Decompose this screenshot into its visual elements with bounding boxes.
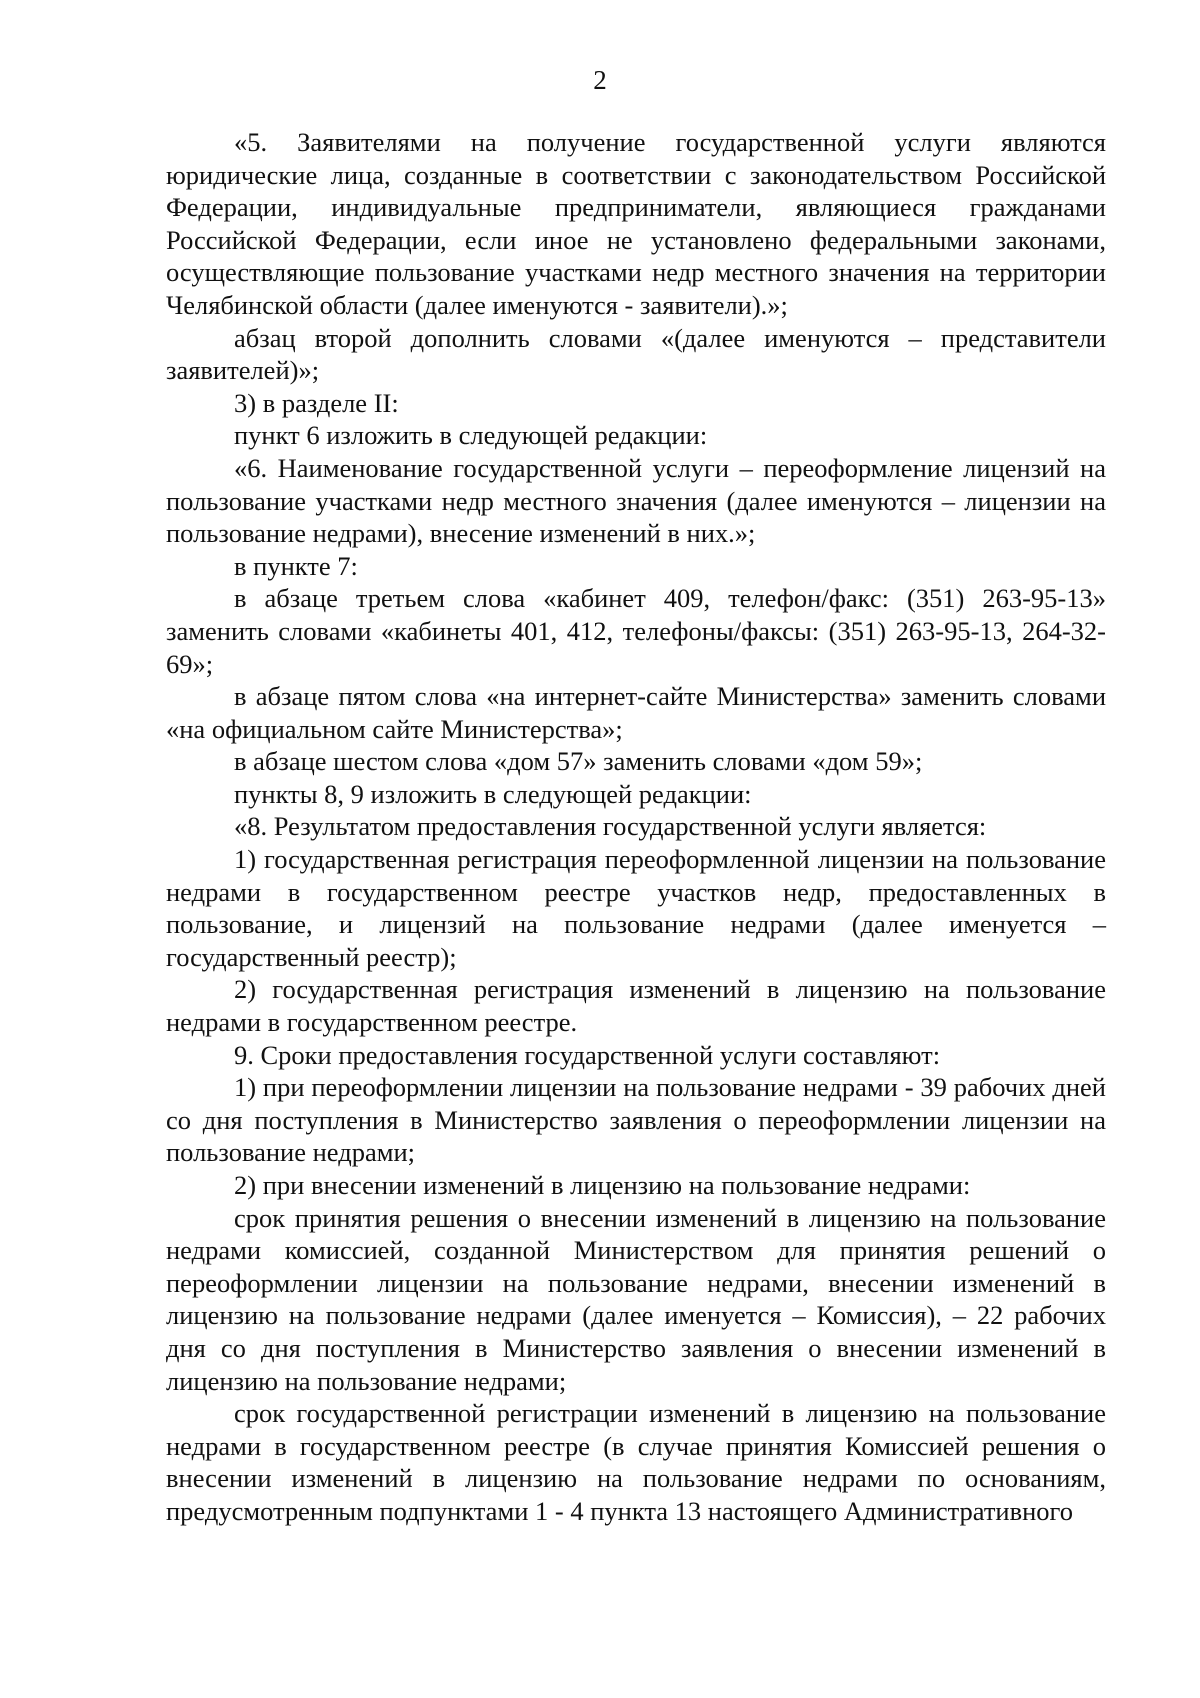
paragraph-item-9-text: 9. Сроки предоставления государственной услуги составляют: — [234, 1039, 941, 1070]
paragraph-item-9-sub-2: 2) при внесении изменений в лицензию на пользование недрами: — [234, 1170, 971, 1200]
paragraph-item-9-decision-term: срок принятия решения о внесении изменений в лицензию на пользование недрами комиссией, созданной Министерством для принятия решений о переоформлении лицензии на пользование недрами, внесении изменений в лицензию на пользование недрами (далее именуется – Комиссия), – 22 рабочих дня со дня поступления в Министерство заявления о внесении изменений в лицензию на пользование недрами; — [166, 1202, 1106, 1396]
paragraph-5-applicants: «5. Заявителями на получение государственной услуги являются юридические лица, созданные в соответствии с законодательством Российской Федерации, индивидуальные предприниматели, являющиеся гражданами Российской Федерации, если иное не установлено федеральными законами, осуществляющие пользование участками недр местного значения на территории Челябинской области (далее именуются - заявители).»; — [166, 127, 1106, 320]
paragraph-item-6-intro: пункт 6 изложить в следующей редакции: — [234, 420, 708, 451]
paragraph-section-ii: 3) в разделе II: — [234, 387, 399, 418]
paragraph-second-abzac: абзац второй дополнить словами «(далее именуются – представители заявителей)»; — [166, 322, 1106, 386]
paragraph-item-8-text: «8. Результатом предоставления государственной услуги является: — [234, 811, 987, 842]
paragraph-item-9-registration-term: срок государственной регистрации изменений в лицензию на пользование недрами в государственном реестре (в случае принятия Комиссией решения о внесении изменений в лицензию на пользование недрами по основаниям, предусмотренным подпунктами 1 - 4 пункта 13 настоящего Административного — [166, 1398, 1106, 1526]
paragraph-item-7-abzac-6: в абзаце шестом слова «дом 57» заменить словами «дом 59»; — [234, 746, 923, 777]
paragraph-item-6-text: «6. Наименование государственной услуги – переоформление лицензий на пользование участками недр местного значения (далее именуются – лицензии на пользование недрами), внесение изменений в них.»; — [166, 452, 1106, 549]
paragraph-item-7-abzac-3: в абзаце третьем слова «кабинет 409, телефон/факс: (351) 263-95-13» заменить словами «кабинеты 401, 412, телефоны/факсы: (351) 263-95-13, 264-32-69»; — [166, 583, 1106, 679]
paragraph-item-8-sub-1: 1) государственная регистрация переоформленной лицензии на пользование недрами в государственном реестре участков недр, предоставленных в пользование, и лицензий на пользование недрами (далее именуется – государственный реестр); — [166, 844, 1106, 972]
paragraph-items-8-9-intro: пункты 8, 9 изложить в следующей редакции: — [234, 778, 752, 809]
paragraph-item-9-sub-1: 1) при переоформлении лицензии на пользование недрами - 39 рабочих дней со дня поступления в Министерство заявления о переоформлении лицензии на пользование недрами; — [166, 1072, 1106, 1168]
paragraph-item-7-intro: в пункте 7: — [234, 550, 358, 581]
document-body — [166, 126, 1106, 1528]
page-number: 2 — [593, 65, 607, 95]
paragraph-item-7-abzac-5: в абзаце пятом слова «на интернет-сайте Министерства» заменить словами «на официальном сайте Министерства»; — [166, 681, 1106, 744]
paragraph-item-8-sub-2: 2) государственная регистрация изменений в лицензию на пользование недрами в государственном реестре. — [166, 974, 1106, 1038]
